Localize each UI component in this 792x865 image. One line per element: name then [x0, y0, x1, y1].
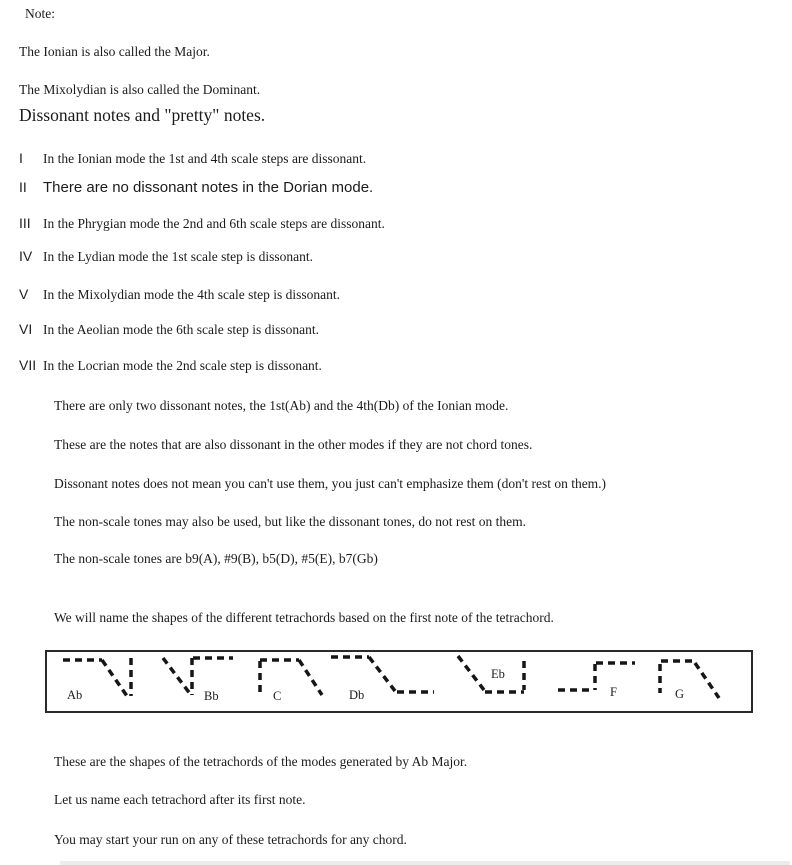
- mode-list-item-phrygian: [19, 215, 385, 232]
- paragraph-tetrachord-naming: We will name the shapes of the different tetrachords based on the first note of the tetrachord.: [54, 610, 554, 625]
- intro-line-ionian: The Ionian is also called the Major.: [19, 44, 210, 59]
- mode-text: In the Aeolian mode the 6th scale step is dissonant.: [43, 322, 319, 337]
- tetrachord-label-Eb: Eb: [491, 667, 505, 681]
- tetrachord-label-Db: Db: [349, 688, 365, 702]
- paragraph-non-scale-usage: The non-scale tones may also be used, but like the dissonant tones, do not rest on them.: [54, 514, 527, 529]
- tetrachord-diagram: [45, 650, 753, 713]
- paragraph-other-modes: These are the notes that are also dissonant in the other modes if they are not chord tones.: [54, 437, 533, 452]
- mode-text: In the Ionian mode the 1st and 4th scale steps are dissonant.: [43, 151, 367, 166]
- mode-text: In the Phrygian mode the 2nd and 6th scale steps are dissonant.: [43, 216, 385, 231]
- mode-list-item-mixolydian: [19, 286, 340, 303]
- tetrachord-label-G: G: [675, 687, 685, 701]
- mode-text: There are no dissonant notes in the Dorian mode.: [43, 179, 374, 196]
- tetrachord-svg: [47, 652, 751, 711]
- closing-naming-line: Let us name each tetrachord after its first note.: [54, 792, 306, 807]
- mode-numeral: VI: [19, 321, 33, 337]
- mode-numeral: VII: [19, 357, 37, 373]
- mode-list-item-aeolian: [19, 321, 319, 338]
- mode-text: In the Lydian mode the 1st scale step is dissonant.: [43, 249, 313, 264]
- intro-line-mixolydian: The Mixolydian is also called the Dominant.: [19, 82, 261, 97]
- mode-list-item-dorian: [19, 179, 373, 196]
- mode-numeral: IV: [19, 248, 33, 264]
- section-heading: Dissonant notes and "pretty" notes.: [19, 105, 266, 125]
- page-bottom-edge: [60, 861, 790, 865]
- paragraph-usage: Dissonant notes does not mean you can't use them, you just can't emphasize them (don't rest on them.): [54, 476, 607, 491]
- tetrachord-label-Bb: Bb: [204, 689, 219, 703]
- mode-numeral: III: [19, 215, 31, 231]
- mode-text: In the Mixolydian mode the 4th scale step is dissonant.: [43, 287, 340, 302]
- closing-shapes-line: These are the shapes of the tetrachords of the modes generated by Ab Major.: [54, 754, 468, 769]
- mode-text: In the Locrian mode the 2nd scale step is dissonant.: [43, 358, 322, 373]
- mode-list-item-ionian: [19, 150, 366, 167]
- paragraph-dissonant-notes: There are only two dissonant notes, the 1st(Ab) and the 4th(Db) of the Ionian mode.: [54, 398, 509, 413]
- mode-numeral: V: [19, 286, 29, 302]
- closing-run-line: You may start your run on any of these tetrachords for any chord.: [54, 832, 407, 847]
- mode-numeral: II: [19, 179, 27, 195]
- tetrachord-label-Ab: Ab: [67, 688, 83, 702]
- mode-list-item-locrian: [19, 357, 322, 374]
- mode-list-item-lydian: [19, 248, 313, 265]
- paragraph-non-scale-list: The non-scale tones are b9(A), #9(B), b5(D), #5(E), b7(Gb): [54, 551, 378, 566]
- tetrachord-label-C: C: [273, 689, 282, 703]
- tetrachord-label-F: F: [610, 685, 617, 699]
- note-label: Note:: [25, 6, 55, 21]
- mode-numeral: I: [19, 150, 23, 166]
